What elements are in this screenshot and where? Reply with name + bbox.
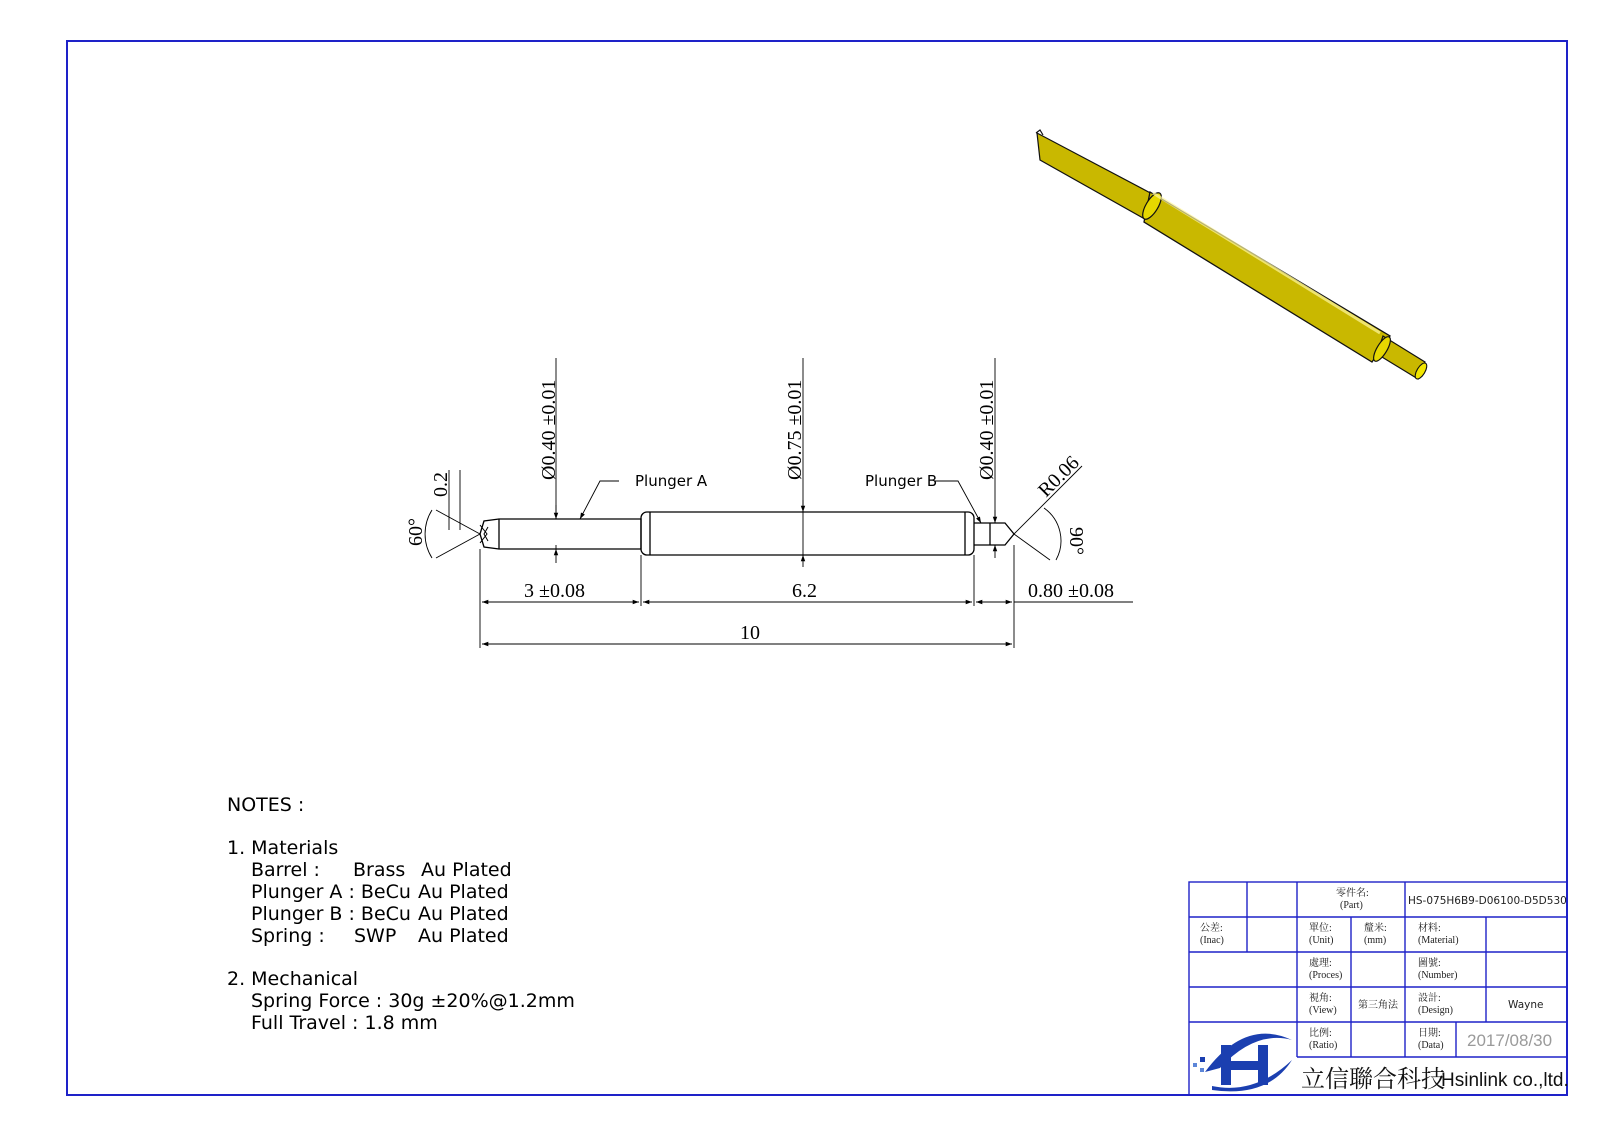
part-label-en: (Part): [1340, 900, 1363, 911]
radius-b-label: R0.06: [1033, 451, 1084, 502]
date-label: 日期:: [1418, 1028, 1441, 1039]
dimension-lines: [425, 358, 1133, 648]
view-label: 視角:: [1309, 993, 1332, 1004]
len-total-label: 10: [740, 622, 760, 644]
pin-3d-render: [1036, 130, 1429, 381]
company-cn: 立信聯合科技: [1301, 1065, 1445, 1093]
company-logo: [1193, 1034, 1292, 1092]
pin-side-view: [480, 512, 1014, 555]
material-finish-1: Au Plated: [418, 881, 509, 903]
len-b-label: 0.80 ±0.08: [1028, 580, 1114, 602]
material-part-1: Plunger A : BeCu: [251, 881, 411, 903]
ratio-label: 比例:: [1309, 1028, 1332, 1039]
angle-b-label: 90°: [1065, 527, 1087, 555]
view-label-en: (View): [1309, 1005, 1337, 1016]
dia-plunger-a-label: Ø0.40 ±0.01: [538, 379, 560, 480]
dia-barrel-label: Ø0.75 ±0.01: [784, 379, 806, 480]
notes-block: [227, 794, 575, 1034]
material-name-0: Brass: [353, 859, 406, 881]
spring-force: Spring Force : 30g ±20%@1.2mm: [251, 990, 575, 1012]
material-name-3: SWP: [354, 925, 397, 947]
dia-plunger-b-label: Ø0.40 ±0.01: [976, 379, 998, 480]
mechanical-title: 2. Mechanical: [227, 968, 359, 990]
len-a-label: 3 ±0.08: [524, 580, 585, 602]
unit-value-en: (mm): [1364, 935, 1387, 946]
plunger-a-callout: Plunger A: [635, 472, 708, 490]
unit-label: 單位:: [1309, 923, 1332, 934]
material-part-3: Spring :: [251, 925, 325, 947]
design-label: 設計:: [1418, 993, 1441, 1004]
material-finish-3: Au Plated: [418, 925, 509, 947]
part-label: 零件名:: [1336, 888, 1369, 899]
material-label: 材料:: [1418, 923, 1441, 934]
materials-title: 1. Materials: [227, 837, 339, 859]
full-travel: Full Travel : 1.8 mm: [251, 1012, 438, 1034]
date-label-en: (Data): [1418, 1040, 1444, 1051]
date-value: 2017/08/30: [1467, 1031, 1553, 1050]
tol-label-en: (Inac): [1200, 935, 1224, 946]
material-part-2: Plunger B : BeCu: [251, 903, 411, 925]
number-label-en: (Number): [1418, 970, 1458, 981]
company-en: Hsinlink co.,ltd.: [1441, 1070, 1569, 1091]
unit-label-en: (Unit): [1309, 935, 1334, 946]
part-value: HS-075H6B9-D06100-D5D530: [1408, 895, 1567, 907]
plunger-b-callout: Plunger B: [865, 472, 938, 490]
material-finish-0: Au Plated: [421, 859, 512, 881]
unit-value: 釐米:: [1364, 923, 1387, 934]
material-part-0: Barrel :: [251, 859, 320, 881]
tip-width-label: 0.2: [430, 472, 452, 497]
design-label-en: (Design): [1418, 1005, 1453, 1016]
tol-label: 公差:: [1200, 923, 1223, 934]
notes-title: NOTES :: [227, 794, 305, 816]
view-value: 第三角法: [1358, 1000, 1398, 1011]
process-label: 處理:: [1309, 958, 1332, 969]
len-barrel-label: 6.2: [792, 580, 817, 602]
process-label-en: (Proces): [1309, 970, 1343, 981]
ratio-label-en: (Ratio): [1309, 1040, 1338, 1051]
material-finish-2: Au Plated: [418, 903, 509, 925]
tip-angle-label: 60°: [405, 518, 427, 546]
design-value: Wayne: [1508, 999, 1544, 1011]
number-label: 圖號:: [1418, 958, 1441, 969]
material-label-en: (Material): [1418, 935, 1459, 946]
